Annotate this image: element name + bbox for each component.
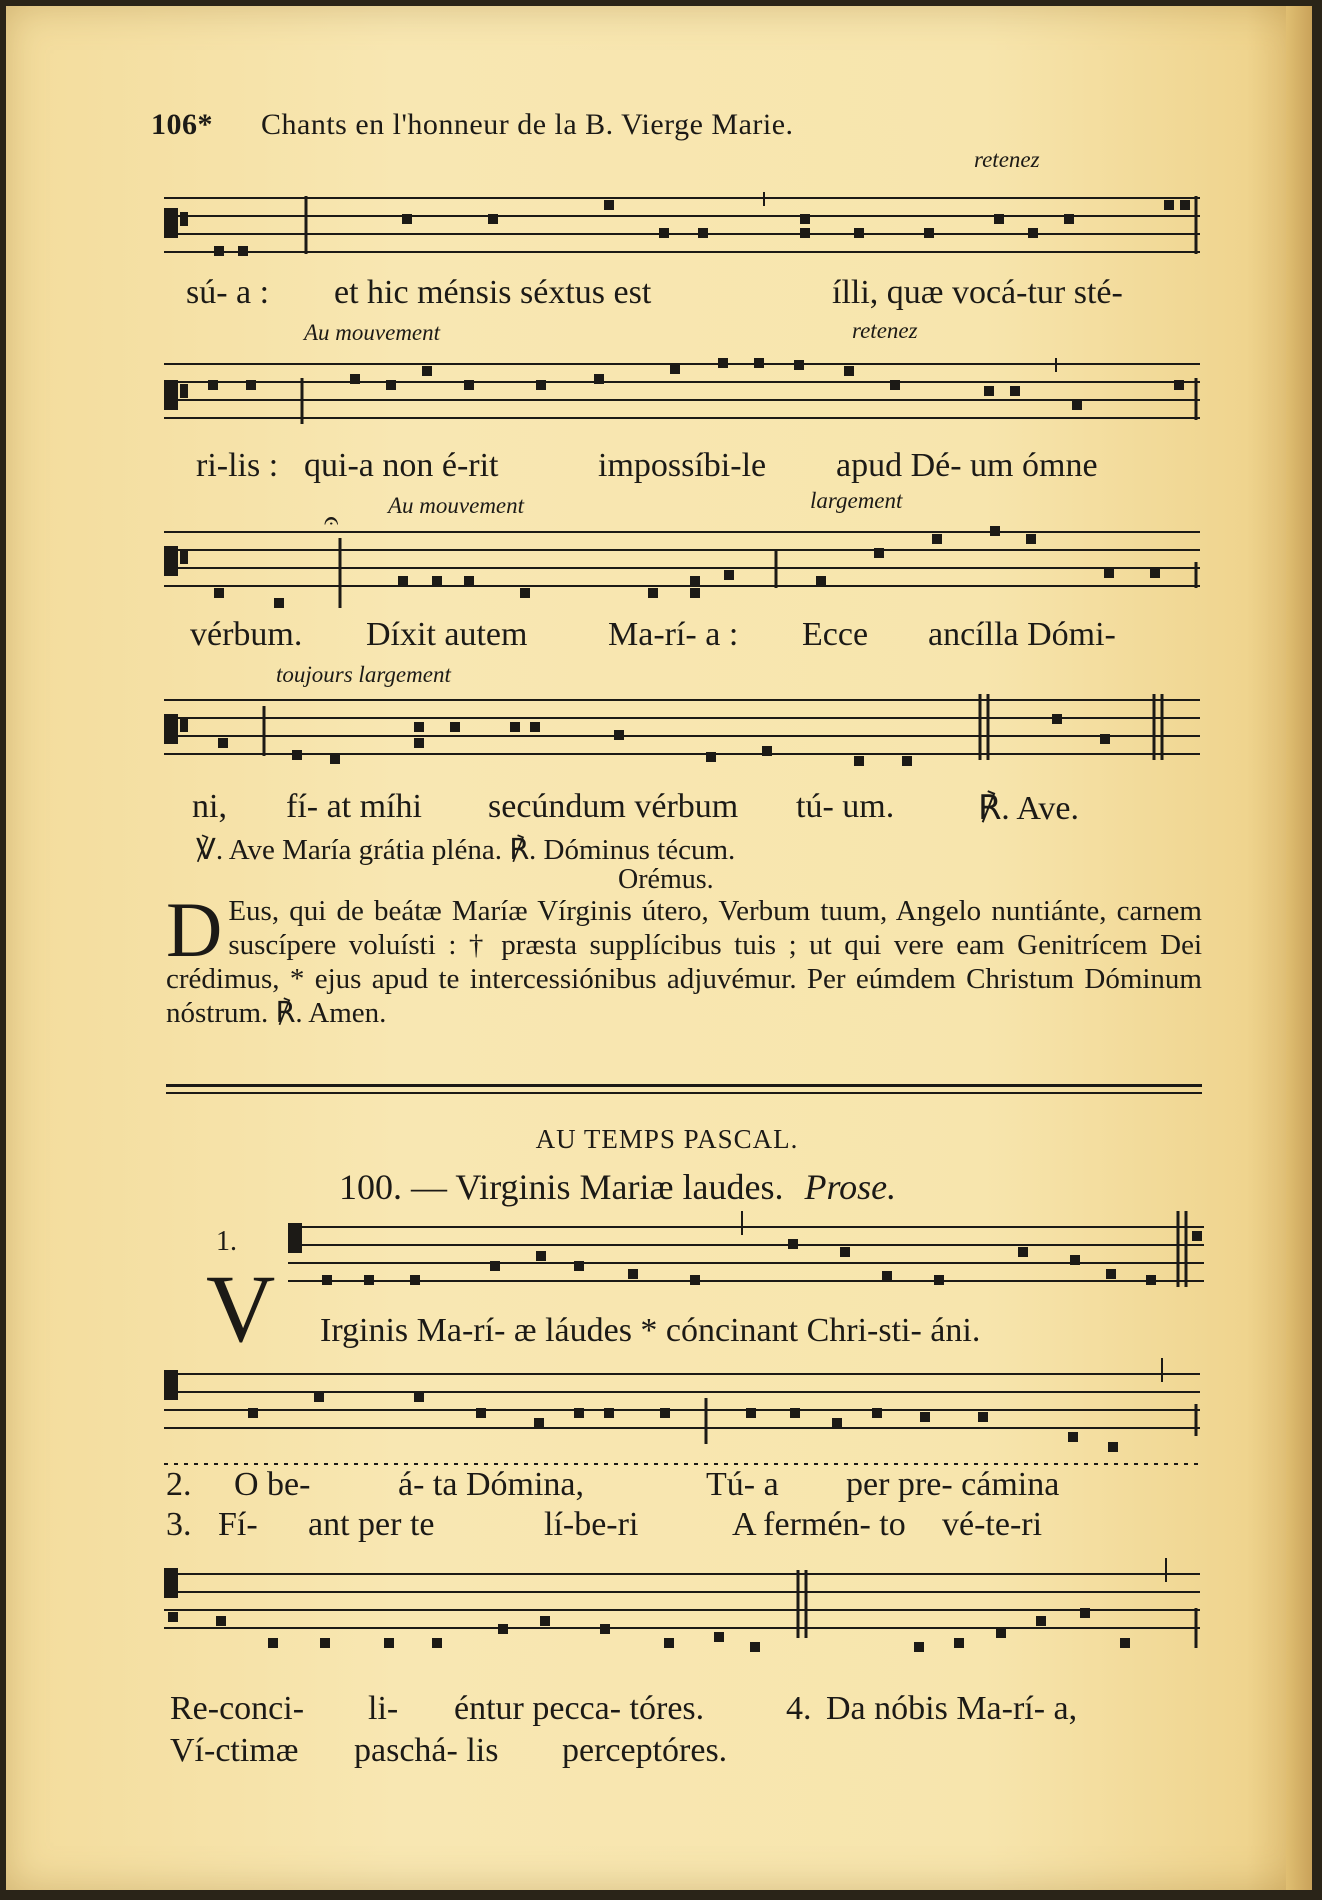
hymn-genre: Prose. [804, 1167, 897, 1207]
divider [166, 1084, 1202, 1087]
lyric-syllable: Da nóbis Ma-rí- a, [826, 1690, 1078, 1727]
lyric-syllable: Ma-rí- a : [608, 616, 739, 653]
lyric-syllable: Re-conci- [170, 1690, 305, 1727]
lyric-syllable: Ecce [802, 616, 869, 653]
tempo-marking: retenez [852, 318, 918, 343]
page-edge [1286, 6, 1312, 1890]
page-number: 106* [151, 108, 213, 141]
page-header [151, 108, 1051, 142]
tempo-marking: Au mouvement [304, 320, 441, 345]
lyric-syllable: lí-be-ri [544, 1506, 639, 1543]
lyric-syllable: A fermén- to [732, 1506, 906, 1543]
music-stave-4 [164, 694, 1204, 774]
lyric-syllable: secúndum vérbum [488, 788, 739, 825]
lyric-syllable: ílli, quæ vocá-tur sté- [832, 274, 1123, 311]
hymn-lyric-line-1: Irginis Ma-rí- æ láudes * cóncinant Chri-sti- áni. [320, 1312, 981, 1349]
lyric-syllable: Tú- a [706, 1466, 779, 1503]
lyric-syllable: ancílla Dómi- [928, 616, 1116, 653]
tempo-marking: retenez [974, 147, 1040, 172]
lyric-syllable: sú- a : [186, 274, 270, 311]
neume-staff [164, 1358, 1204, 1468]
neume-staff [288, 1211, 1208, 1291]
prayer-text: Eus, qui de beátæ Maríæ Vírginis útero, Verbum tuum, Angelo nuntiánte, carnem suscípere voluísti : † præsta supplícibus tuis ; ut qui vere eam Genitrícem Dei crédimus, * ejus apud te intercessiónibus adjuvémur. Per eúmdem Christum Dóminum nóstrum. ℟. Amen. [166, 895, 1202, 1029]
tempo-marking: largement [810, 488, 903, 513]
lyric-syllable: per pre- cámina [846, 1466, 1060, 1503]
oremus: Orémus. [618, 864, 714, 895]
lyric-syllable: O be- [234, 1466, 311, 1503]
verse-number: 3. [166, 1506, 192, 1543]
lyric-syllable: éntur pecca- tóres. [454, 1690, 705, 1727]
divider [166, 1092, 1202, 1094]
hymn-stave-1 [288, 1211, 1208, 1291]
verse-number: 2. [166, 1466, 192, 1503]
lyric-syllable: vé-te-ri [942, 1506, 1043, 1543]
music-stave-3 [164, 526, 1204, 616]
section-heading: AU TEMPS PASCAL. [535, 1124, 799, 1154]
lyric-syllable: impossíbi-le [598, 447, 767, 484]
hymn-stave-2 [164, 1358, 1204, 1468]
neume-staff [164, 192, 1204, 272]
verse-number: 1. [216, 1226, 237, 1257]
lyric-syllable: vérbum. [190, 616, 303, 653]
lyric-syllable: fí- at míhi [286, 788, 422, 825]
hymn-stave-3 [164, 1558, 1204, 1658]
neume-staff [164, 526, 1204, 616]
lyric-syllable: li- [368, 1690, 399, 1727]
verse-number: 4. [786, 1690, 812, 1727]
versicle: ℣. Ave María grátia pléna. ℟. Dóminus técum. [196, 834, 736, 866]
book-page [6, 6, 1312, 1890]
hymn-title-text: 100. — Virginis Mariæ laudes. [339, 1167, 784, 1207]
neume-staff [164, 1558, 1204, 1658]
lyric-syllable: et hic ménsis séxtus est [334, 274, 652, 311]
lyric-syllable: ri-lis : [196, 447, 279, 484]
hymn-initial: V [206, 1255, 276, 1362]
lyric-syllable: ℟. Ave. [978, 790, 1080, 827]
music-stave-2 [164, 358, 1204, 438]
hymn-title [339, 1166, 896, 1208]
music-stave-1 [164, 192, 1204, 272]
fermata-icon: 𝄐 [324, 506, 339, 535]
lyric-syllable: ant per te [308, 1506, 435, 1543]
neume-staff [164, 694, 1204, 774]
lyric-syllable: tú- um. [796, 788, 895, 825]
lyric-syllable: á- ta Dómina, [398, 1466, 584, 1503]
lyric-syllable: ni, [192, 788, 227, 825]
lyric-syllable: qui-a non é-rit [304, 447, 499, 484]
drop-cap: D [166, 886, 223, 973]
page-title: Chants en l'honneur de la B. Vierge Marie. [261, 108, 794, 141]
collect-prayer [166, 886, 1202, 1030]
tempo-marking: Au mouvement [388, 493, 525, 518]
lyric-syllable: Fí- [218, 1506, 258, 1543]
tempo-marking: toujours largement [276, 662, 451, 687]
lyric-syllable: Díxit autem [366, 616, 528, 653]
lyric-syllable: paschá- lis [354, 1732, 499, 1769]
lyric-syllable: apud Dé- um ómne [836, 447, 1098, 484]
lyric-syllable: perceptóres. [562, 1732, 728, 1769]
neume-staff [164, 358, 1204, 438]
lyric-syllable: Ví-ctimæ [170, 1732, 299, 1769]
